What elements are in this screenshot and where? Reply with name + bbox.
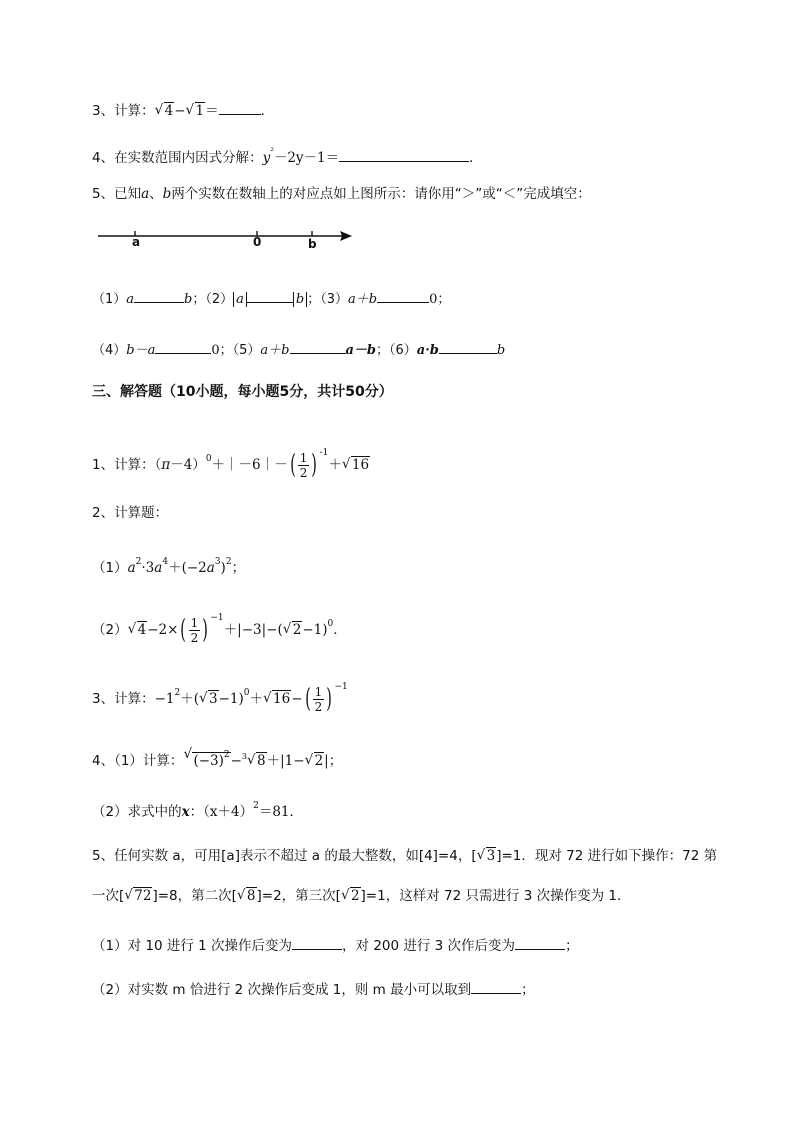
question-3: 3、计算：$-1^2+(√$ 3−1)$^0$＋√ 16−( $\frac{1}{2}$ ) $^{-1}$ — [92, 672, 348, 714]
number-line — [96, 226, 358, 252]
question-5-line-1: 5、任何实数 a，可用[a]表示不超过 a 的最大整数，如[4]=4，[√ 3]=1．现对 72 进行如下操作：72 第 — [92, 846, 717, 866]
answer-blank[interactable] — [439, 340, 497, 354]
question-2: 2、计算题： — [92, 505, 169, 521]
sqrt-3: √ 3 — [199, 684, 219, 714]
sqrt-square: √ $(-3)^2$ — [183, 745, 230, 771]
problem-5: 5、已知a、b两个实数在数轴上的对应点如上图所示：请你用“＞”或“＜”完成填空： — [92, 186, 591, 202]
question-1: 1、计算：$(\pi-4)^0+|-6|-$( $\frac{1}{2}$ ) $^{-1}$＋√ 16 — [92, 438, 370, 480]
sqrt-1: √ 1 — [186, 101, 206, 121]
problem-3-label: 3、计算： — [92, 103, 155, 119]
fraction-half: $\frac{1}{2}$ — [299, 450, 308, 480]
answer-blank[interactable] — [247, 289, 293, 303]
question-4-part-2: （2）求式中的x：$(x+4)^2=81$． — [92, 801, 304, 820]
question-5-line-2: 一次[√ 72]=8，第二次[√ 8]=2，第三次[√ 2]=1，这样对 72 只需进行 3 次操作变为 1． — [92, 886, 631, 906]
sqrt-4: √ 4 — [155, 101, 175, 121]
fill-row-1: （1）a b；（2） a b ；（3）a＋b 0； — [92, 289, 450, 310]
question-4-part-1: 4、（1）计算：√ $(-3)^2-^3√$ 8＋|1−√ 2|； — [92, 745, 342, 771]
answer-blank[interactable] — [292, 936, 342, 950]
section-title: 三、解答题（10小题，每小题5分，共计50分） — [92, 384, 393, 400]
answer-blank[interactable] — [471, 980, 521, 994]
question-2-part-2: （2）√ 4−2×( $\frac{1}{2}$ ) $^{-1}$＋|−3|−(√ 2−1)$^0$． — [92, 603, 347, 645]
answer-blank[interactable] — [515, 936, 565, 950]
cube-root-8: √ 8 — [247, 751, 267, 771]
fraction-half: $\frac{1}{2}$ — [314, 684, 323, 714]
answer-blank[interactable] — [134, 289, 184, 303]
label-zero: 0 — [253, 235, 262, 249]
question-5-part-1: （1）对 10 进行 1 次操作后变为 ，对 200 进行 3 次作后变为 ； — [92, 938, 579, 954]
sqrt-72: √ 72 — [124, 886, 152, 906]
sqrt-3: √ 3 — [477, 846, 497, 866]
fill-row-2: （4）b－a 0；（5）a＋b a－b；（6）a·b b — [92, 340, 505, 361]
label-b: b — [308, 237, 317, 251]
problem-3: 3、计算：√ 4−√ 1＝ ． — [92, 101, 274, 121]
sqrt-2: √ 2 — [305, 751, 325, 771]
question-5-part-2: （2）对实数 m 恰进行 2 次操作后变成 1，则 m 最小可以取到 ； — [92, 982, 535, 998]
sqrt-16: √ 16 — [263, 684, 291, 714]
answer-blank[interactable] — [377, 289, 429, 303]
sqrt-16: √ 16 — [342, 450, 370, 480]
answer-blank[interactable] — [155, 340, 211, 354]
answer-blank[interactable] — [290, 340, 346, 354]
label-a: a — [132, 235, 141, 249]
sqrt-2: √ 2 — [283, 615, 303, 645]
question-2-part-1: $(1)a^2\cdot 3a^4+(-2a^3)^2$； — [92, 557, 246, 576]
sqrt-2: √ 2 — [341, 886, 361, 906]
problem-4: 4、在实数范围内因式分解：$y^{^2}-2y-1=$ ． — [92, 147, 483, 166]
fraction-half: $\frac{1}{2}$ — [190, 615, 199, 645]
answer-blank[interactable] — [339, 148, 469, 162]
sqrt-4: √ 4 — [128, 615, 148, 645]
answer-blank[interactable] — [219, 101, 261, 115]
sqrt-8: √ 8 — [237, 886, 257, 906]
